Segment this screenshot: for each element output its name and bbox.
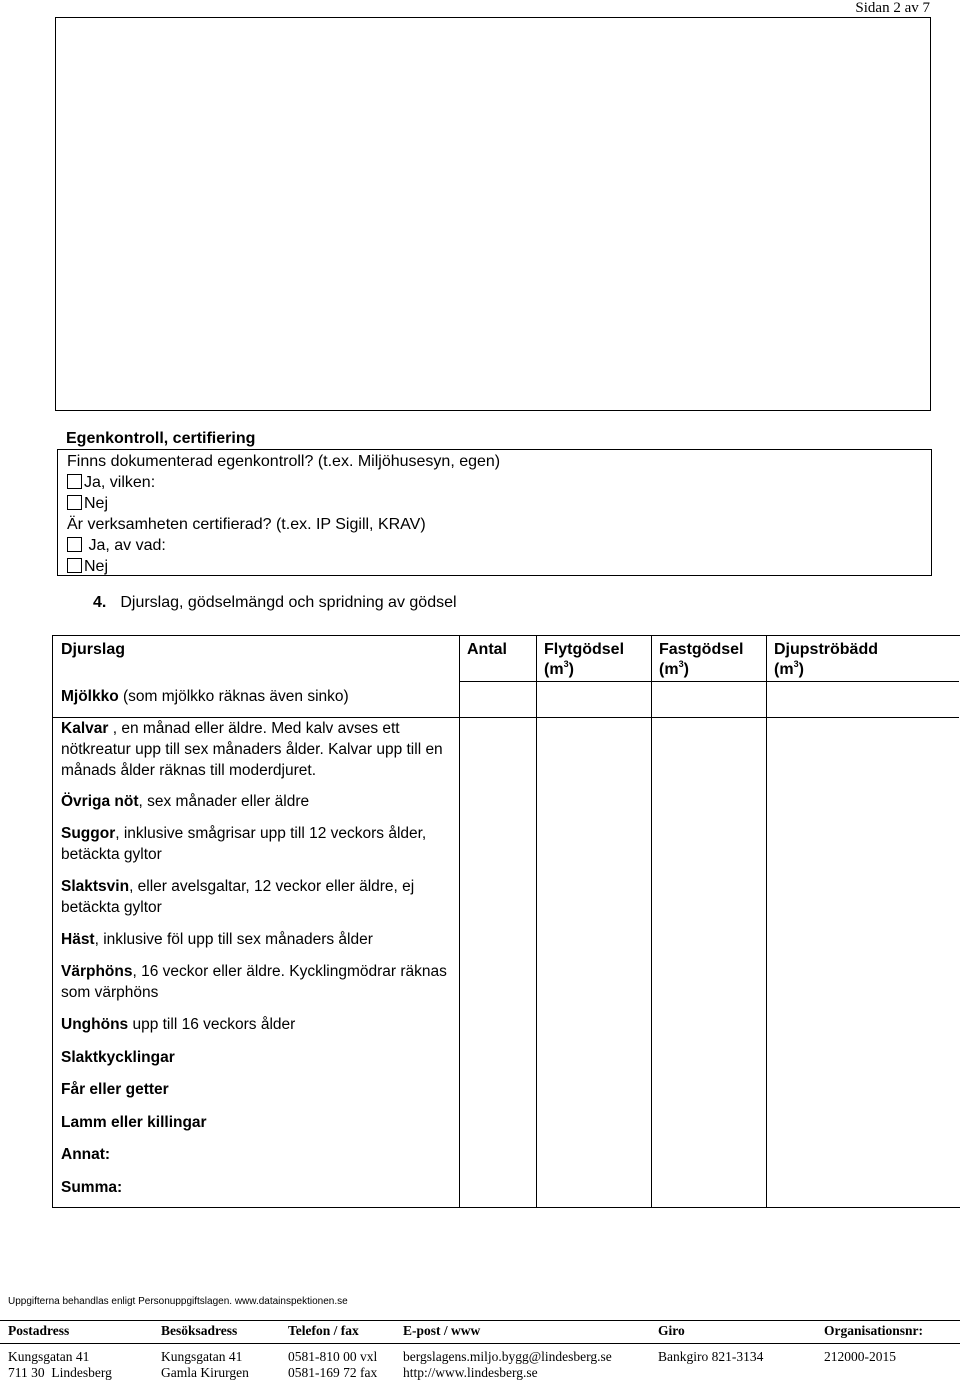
- header-flytgodsel: [544, 640, 624, 680]
- certifiering-question: Är verksamheten certifierad? (t.ex. IP Sigill, KRAV): [67, 516, 426, 533]
- row-far-getter: Får eller getter: [61, 1081, 169, 1098]
- col-divider-djup: [766, 636, 767, 1207]
- row-ovriga-not: Övriga nöt, sex månader eller äldre: [61, 793, 310, 810]
- row-summa: Summa:: [61, 1179, 123, 1196]
- footer-telefon-2: 0581-169 72 fax: [288, 1365, 378, 1380]
- footer-header-orgnr: Organisationsnr:: [824, 1323, 924, 1338]
- col-divider-flyt: [536, 636, 537, 1207]
- header-antal: Antal: [467, 641, 507, 658]
- footer-header-besoksadress: Besöksadress: [161, 1323, 238, 1338]
- section-title-text: Djurslag, gödselmängd och spridning av gödsel: [120, 594, 457, 611]
- row-unghons: Unghöns upp till 16 veckors ålder: [61, 1016, 296, 1033]
- header-djupstrobadd-unit: $(m^3)$: [774, 659, 804, 678]
- cert-nej-label: Nej: [84, 558, 109, 575]
- footer-postadress-1: Kungsgatan 41: [8, 1349, 90, 1364]
- header-djurslag: Djurslag: [61, 641, 126, 658]
- header-flytgodsel-unit: $(m^3)$: [544, 659, 574, 678]
- row-mjolkko: Mjölkko (som mjölkko räknas även sinko): [61, 688, 349, 705]
- row-suggor: Suggor, inklusive smågrisar upp till 12 veckors ålder, betäckta gyltor: [61, 825, 427, 863]
- footer-header-epost: E-post / www: [403, 1323, 481, 1338]
- cert-ja-checkbox[interactable]: [67, 537, 82, 552]
- header-djupstrobadd-label: Djupströbädd: [774, 641, 878, 658]
- egen-nej-label: Nej: [84, 495, 109, 512]
- description-text-box[interactable]: [55, 17, 931, 411]
- header-flytgodsel-label: Flytgödsel: [544, 641, 625, 658]
- footer-postadress-2: 711 30 Lindesberg: [8, 1365, 112, 1380]
- egenkontroll-title: Egenkontroll, certifiering: [66, 430, 256, 447]
- egen-nej-checkbox[interactable]: [67, 495, 82, 510]
- egen-ja-option: [67, 473, 155, 493]
- cert-ja-option: [67, 536, 166, 556]
- egen-ja-label: Ja, vilken:: [84, 474, 156, 491]
- egenkontroll-question: Finns dokumenterad egenkontroll? (t.ex. Miljöhusesyn, egen): [67, 453, 501, 470]
- footer-orgnr-1: 212000-2015: [824, 1349, 896, 1364]
- section-4-title: [93, 594, 457, 612]
- row-hast: Häst, inklusive föl upp till sex månaders ålder: [61, 931, 373, 948]
- row-kalvar: Kalvar , en månad eller äldre. Med kalv avses ett nötkreatur upp till sex månaders ålder. Kalvar upp till en månads ålder räknas till moderdjuret.: [61, 720, 443, 779]
- footer-epost-1[interactable]: bergslagens.miljo.bygg@lindesberg.se: [403, 1349, 612, 1364]
- footer-header-giro: Giro: [658, 1323, 685, 1338]
- cert-ja-label: Ja, av vad:: [84, 537, 166, 554]
- egenkontroll-box: [57, 449, 932, 576]
- header-fastgodsel-label: Fastgödsel: [659, 641, 744, 658]
- row-slaktkycklingar: Slaktkycklingar: [61, 1049, 175, 1066]
- egen-nej-option: [67, 494, 108, 514]
- footer-header-postadress: Postadress: [8, 1323, 70, 1338]
- row-annat: Annat:: [61, 1146, 111, 1163]
- cert-nej-checkbox[interactable]: [67, 558, 82, 573]
- footer-giro-1: Bankgiro 821-3134: [658, 1349, 764, 1364]
- egen-ja-checkbox[interactable]: [67, 474, 82, 489]
- header-fastgodsel-unit: $(m^3)$: [659, 659, 689, 678]
- col-divider-fast: [651, 636, 652, 1207]
- header-underline: [459, 681, 959, 682]
- footer-www-2[interactable]: http://www.lindesberg.se: [403, 1365, 538, 1380]
- footer-besoksadress-2: Gamla Kirurgen: [161, 1365, 249, 1380]
- privacy-note: Uppgifterna behandlas enligt Personuppgiftslagen. www.datainspektionen.se: [8, 1296, 348, 1307]
- footer: [0, 1321, 960, 1381]
- cert-nej-option: [67, 557, 108, 577]
- header-djupstrobadd: [774, 640, 878, 680]
- footer-header-telefon: Telefon / fax: [288, 1323, 359, 1338]
- footer-besoksadress-1: Kungsgatan 41: [161, 1349, 243, 1364]
- row-varphons: Värphöns, 16 veckor eller äldre. Kycklingmödrar räknas som värphöns: [61, 963, 447, 1001]
- header-fastgodsel: [659, 640, 743, 680]
- row-slaktsvin: Slaktsvin, eller avelsgaltar, 12 veckor eller äldre, ej betäckta gyltor: [61, 878, 415, 916]
- footer-telefon-1: 0581-810 00 vxl: [288, 1349, 378, 1364]
- section-number: 4.: [93, 594, 107, 611]
- row-lamm-killingar: Lamm eller killingar: [61, 1114, 207, 1131]
- animal-table: [52, 635, 960, 1208]
- page-number: Sidan 2 av 7: [855, 0, 930, 16]
